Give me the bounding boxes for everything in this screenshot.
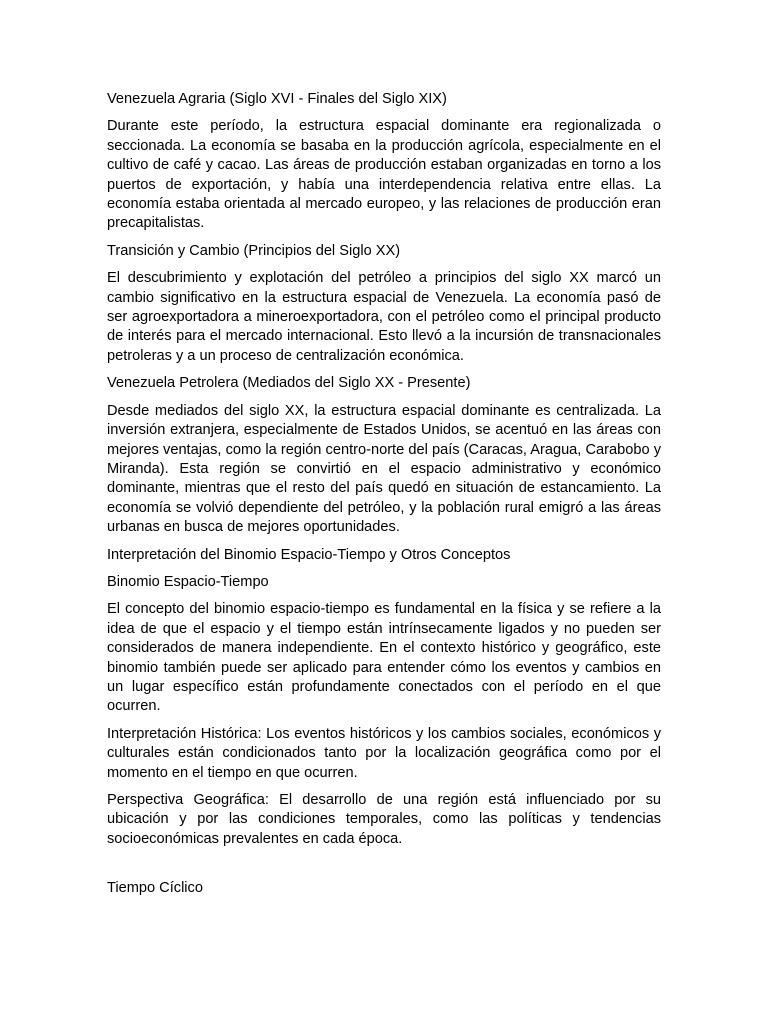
paragraph-transicion-y-cambio: El descubrimiento y explotación del petróleo a principios del siglo XX marcó un cambio significativo en la estructura espacial de Venezuela. La economía pasó de ser agroexportadora a mineroexportadora, con el petróleo como el principal producto de interés para el mercado internacional. Esto llevó a la incursión de transnacionales petroleras y a un proceso de centralización económica. xyxy=(107,270,661,364)
document-page xyxy=(107,90,661,907)
section-heading-tiempo-ciclico: Tiempo Cíclico xyxy=(107,880,203,897)
section-heading-binomio-espacio-tiempo: Binomio Espacio-Tiempo xyxy=(107,573,269,590)
section-heading-transicion-y-cambio: Transición y Cambio (Principios del Siglo XX) xyxy=(107,242,401,259)
section-heading-venezuela-petrolera: Venezuela Petrolera (Mediados del Siglo XX - Presente) xyxy=(107,375,471,392)
paragraph-perspectiva-geografica: Perspectiva Geográfica: El desarrollo de una región está influenciado por su ubicación y por las condiciones temporales, como las políticas y tendencias socioeconómicas prevalentes en cada época. xyxy=(107,792,661,847)
paragraph-binomio-espacio-tiempo: El concepto del binomio espacio-tiempo es fundamental en la física y se refiere a la idea de que el espacio y el tiempo están intrínsecamente ligados y no pueden ser considerados de manera independiente. En el contexto histórico y geográfico, este binomio también puede ser aplicado para entender cómo los eventos y cambios en un lugar específico están profundamente conectados con el período en el que ocurren. xyxy=(107,601,661,715)
section-heading-interpretacion-binomio: Interpretación del Binomio Espacio-Tiempo y Otros Conceptos xyxy=(107,546,511,563)
paragraph-venezuela-petrolera: Desde mediados del siglo XX, la estructura espacial dominante es centralizada. La inversión extranjera, especialmente de Estados Unidos, se acentuó en las áreas con mejores ventajas, como la región centro-norte del país (Caracas, Aragua, Carabobo y Miranda). Esta región se convirtió en el espacio administrativo y económico dominante, mientras que el resto del país quedó en situación de estancamiento. La economía se volvió dependiente del petróleo, y la población rural emigró a las áreas urbanas en busca de mejores oportunidades. xyxy=(107,402,661,536)
paragraph-venezuela-agraria: Durante este período, la estructura espacial dominante era regionalizada o seccionada. La economía se basaba en la producción agrícola, especialmente en el cultivo de café y cacao. Las áreas de producción estaban organizadas en torno a los puertos de exportación, y había una interdependencia relativa entre ellas. La economía estaba orientada al mercado europeo, y las relaciones de producción eran precapitalistas. xyxy=(107,118,661,232)
paragraph-interpretacion-historica: Interpretación Histórica: Los eventos históricos y los cambios sociales, económicos y culturales están condicionados tanto por la localización geográfica como por el momento en el tiempo en que ocurren. xyxy=(107,725,661,781)
section-heading-venezuela-agraria: Venezuela Agraria (Siglo XVI - Finales del Siglo XIX) xyxy=(107,91,447,107)
blank-line xyxy=(107,857,661,879)
